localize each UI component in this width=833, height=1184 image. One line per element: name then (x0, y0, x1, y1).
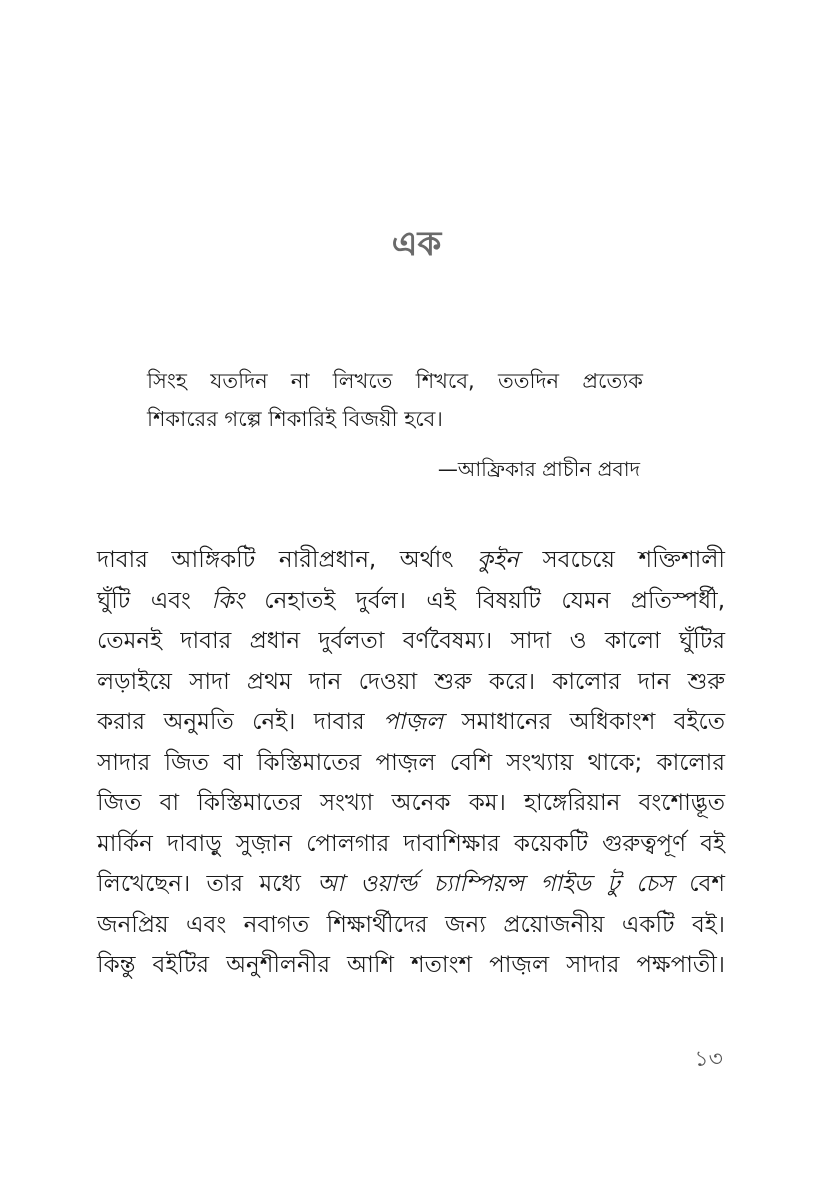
text-run: কিন্তু বইটির অনুশীলনীর আশি শতাংশ পাজ়ল সাদার পক্ষপাতী। (97, 952, 725, 978)
text-run: জিত বা কিস্তিমাতের সংখ্যা অনেক কম। হাঙ্গেরিয়ান বংশোদ্ভূত (97, 790, 725, 816)
text-run: লিখেছেন। তার মধ্যে (97, 871, 318, 897)
italic-term: পাজ়ল (383, 709, 444, 735)
body-paragraph (97, 540, 725, 986)
body-line (97, 540, 725, 581)
epigraph-line: সিংহ যতদিন না লিখতে শিখবে, ততদিন প্রত্যেক (147, 369, 643, 393)
italic-term: কিং (211, 587, 244, 614)
text-run: দাবার আঙ্গিকটি নারীপ্রধান, অর্থাৎ (97, 547, 478, 573)
page-number: ১৩ (694, 1047, 723, 1072)
body-line (97, 581, 725, 622)
body-line (97, 662, 725, 703)
text-run: সবচেয়ে শক্তিশালী (518, 547, 725, 573)
body-line (97, 743, 725, 784)
body-line (97, 824, 725, 865)
text-run: লড়াইয়ে সাদা প্রথম দান দেওয়া শুরু করে। কালোর দান শুরু (97, 668, 725, 695)
text-run: ঘুঁটি এবং (97, 587, 212, 614)
text-run: মার্কিন দাবাড়ু সুজ়ান পোলগার দাবাশিক্ষার কয়েকটি গুরুত্বপূর্ণ বই (97, 830, 725, 857)
text-run: সাদার জিত বা কিস্তিমাতের পাজ়ল বেশি সংখ্যায় থাকে; কালোর (97, 749, 725, 776)
italic-term: কুইন (477, 547, 519, 573)
italic-book-title: আ ওয়ার্ল্ড চ্যাম্পিয়ন্স গাইড টু চেস (317, 871, 673, 897)
text-run: করার অনুমতি নেই। দাবার (97, 709, 384, 735)
body-line (97, 621, 725, 662)
body-line (97, 905, 725, 946)
text-run: তেমনই দাবার প্রধান দুর্বলতা বর্ণবৈষম্য। সাদা ও কালো ঘুঁটির (97, 628, 725, 654)
body-line (97, 945, 725, 986)
text-run: বেশ (672, 871, 725, 897)
body-line (97, 702, 725, 743)
body-line (97, 783, 725, 824)
epigraph (147, 362, 643, 438)
text-run: সমাধানের অধিকাংশ বইতে (443, 709, 725, 735)
body-line (97, 864, 725, 905)
text-run: জনপ্রিয় এবং নবাগত শিক্ষার্থীদের জন্য প্রয়োজনীয় একটি বই। (97, 911, 725, 938)
text-run: নেহাতই দুর্বল। এই বিষয়টি যেমন প্রতিস্পর্ধী, (243, 587, 726, 614)
epigraph-line: শিকারের গল্পে শিকারিই বিজয়ী হবে। (147, 407, 443, 431)
chapter-title: এক (391, 224, 442, 264)
epigraph-attribution: —আফ্রিকার প্রাচীন প্রবাদ (437, 457, 640, 481)
